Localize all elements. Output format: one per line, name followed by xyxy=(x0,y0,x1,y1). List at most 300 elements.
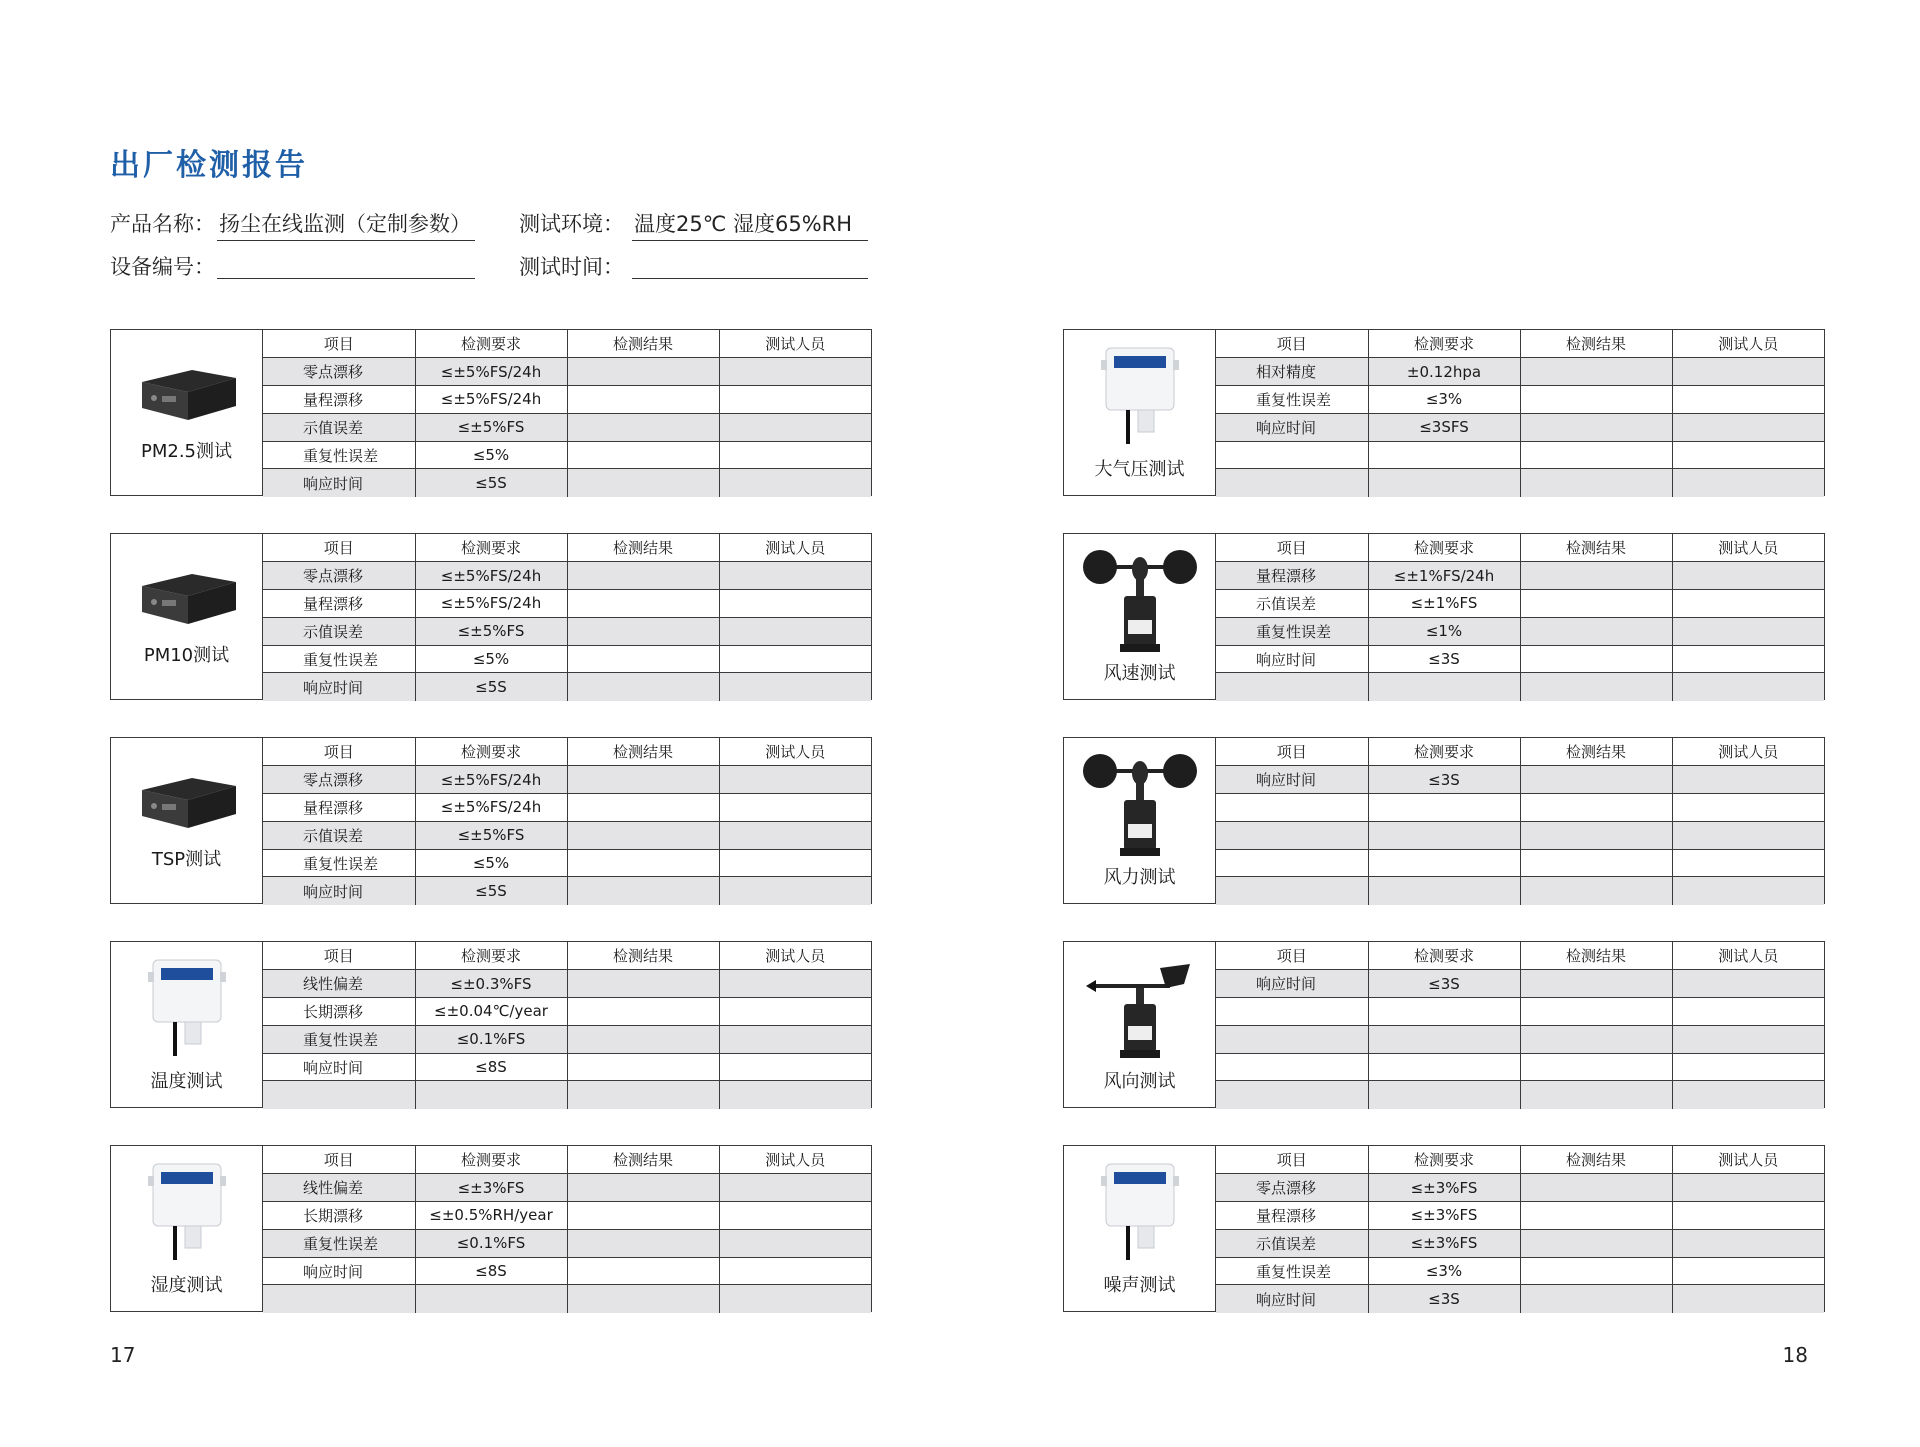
requirement-cell: ≤3S xyxy=(1368,970,1520,998)
header-cell: 检测要求 xyxy=(1368,330,1520,358)
table-row xyxy=(263,766,871,794)
result-cell[interactable] xyxy=(1520,1053,1672,1081)
requirement-cell: ≤1% xyxy=(1368,617,1520,645)
tester-cell[interactable] xyxy=(719,1025,871,1053)
result-cell[interactable] xyxy=(567,358,719,386)
tester-cell[interactable] xyxy=(1672,1053,1824,1081)
requirement-cell xyxy=(1368,1081,1520,1109)
tester-cell[interactable] xyxy=(1672,877,1824,905)
item-cell: 零点漂移 xyxy=(263,358,415,386)
item-cell: 量程漂移 xyxy=(1216,562,1368,590)
table-row xyxy=(263,469,871,497)
table-row xyxy=(263,849,871,877)
result-cell[interactable] xyxy=(567,1053,719,1081)
header-cell: 项目 xyxy=(1216,330,1368,358)
table-row xyxy=(263,1174,871,1202)
block-label: 风速测试 xyxy=(1103,663,1176,684)
block-label: TSP测试 xyxy=(151,849,222,870)
tester-cell[interactable] xyxy=(1672,469,1824,497)
header-cell: 检测要求 xyxy=(415,1146,567,1174)
tester-cell[interactable] xyxy=(719,673,871,701)
result-cell[interactable] xyxy=(1520,998,1672,1026)
block-label: 风向测试 xyxy=(1103,1071,1176,1092)
header-cell: 测试人员 xyxy=(1672,330,1824,358)
result-cell[interactable] xyxy=(567,590,719,618)
result-cell[interactable] xyxy=(1520,590,1672,618)
item-cell: 零点漂移 xyxy=(263,766,415,794)
table-row xyxy=(1216,469,1824,497)
item-cell: 量程漂移 xyxy=(263,590,415,618)
result-cell[interactable] xyxy=(567,1202,719,1230)
item-cell: 重复性误差 xyxy=(263,441,415,469)
header-cell: 项目 xyxy=(1216,534,1368,562)
requirement-cell: ≤5S xyxy=(415,877,567,905)
table-row xyxy=(1216,1257,1824,1285)
requirement-cell: ≤±5%FS/24h xyxy=(415,562,567,590)
requirement-cell xyxy=(1368,441,1520,469)
tester-cell[interactable] xyxy=(1672,1229,1824,1257)
item-cell: 重复性误差 xyxy=(263,1025,415,1053)
item-cell xyxy=(1216,998,1368,1026)
item-cell xyxy=(1216,441,1368,469)
item-cell xyxy=(1216,877,1368,905)
header-cell: 检测结果 xyxy=(1520,534,1672,562)
header-cell: 检测要求 xyxy=(415,534,567,562)
table-row xyxy=(263,1229,871,1257)
requirement-cell: ≤±1%FS xyxy=(1368,590,1520,618)
table-row xyxy=(263,877,871,905)
header-cell: 项目 xyxy=(263,942,415,970)
tester-cell[interactable] xyxy=(719,386,871,414)
result-cell[interactable] xyxy=(1520,413,1672,441)
result-cell[interactable] xyxy=(567,877,719,905)
result-cell[interactable] xyxy=(567,766,719,794)
header-cell: 项目 xyxy=(1216,1146,1368,1174)
test-block-wind-speed xyxy=(1063,533,1825,700)
requirement-cell: ≤±5%FS/24h xyxy=(415,794,567,822)
table-row xyxy=(1216,1285,1824,1313)
requirement-cell: ≤3SFS xyxy=(1368,413,1520,441)
result-cell[interactable] xyxy=(1520,441,1672,469)
requirement-cell: ≤3S xyxy=(1368,645,1520,673)
item-cell xyxy=(263,1285,415,1313)
header-cell: 项目 xyxy=(263,738,415,766)
header-cell: 检测要求 xyxy=(1368,942,1520,970)
result-cell[interactable] xyxy=(567,413,719,441)
tester-cell[interactable] xyxy=(719,562,871,590)
table-row xyxy=(263,821,871,849)
table-row xyxy=(1216,1081,1824,1109)
result-cell[interactable] xyxy=(1520,562,1672,590)
device-number-label: 设备编号： xyxy=(110,255,215,279)
table-row xyxy=(263,645,871,673)
page-title: 出厂检测报告 xyxy=(110,148,308,183)
tester-cell[interactable] xyxy=(1672,1025,1824,1053)
table-row xyxy=(263,794,871,822)
table-row xyxy=(1216,617,1824,645)
tester-cell[interactable] xyxy=(719,998,871,1026)
header-cell: 检测结果 xyxy=(1520,738,1672,766)
requirement-cell: ≤±3%FS xyxy=(1368,1174,1520,1202)
item-cell xyxy=(1216,821,1368,849)
item-cell: 响应时间 xyxy=(1216,766,1368,794)
table-row xyxy=(1216,1053,1824,1081)
item-cell xyxy=(1216,849,1368,877)
table-row xyxy=(1216,1174,1824,1202)
tester-cell[interactable] xyxy=(719,821,871,849)
item-cell: 响应时间 xyxy=(263,673,415,701)
tester-cell[interactable] xyxy=(1672,1285,1824,1313)
header-cell: 测试人员 xyxy=(719,942,871,970)
test-block-air-pressure xyxy=(1063,329,1825,496)
result-cell[interactable] xyxy=(567,645,719,673)
header-cell: 测试人员 xyxy=(719,330,871,358)
tester-cell[interactable] xyxy=(719,970,871,998)
result-cell[interactable] xyxy=(1520,766,1672,794)
product-name-label: 产品名称： xyxy=(110,212,215,236)
result-cell[interactable] xyxy=(567,1025,719,1053)
result-cell[interactable] xyxy=(1520,617,1672,645)
transmitter-box-icon xyxy=(1100,342,1180,446)
table-row xyxy=(1216,766,1824,794)
page-number-right: 18 xyxy=(1782,1343,1808,1367)
requirement-cell xyxy=(1368,998,1520,1026)
table-row xyxy=(263,441,871,469)
requirement-cell: ≤±3%FS xyxy=(1368,1229,1520,1257)
test-environment-value: 温度25℃ 湿度65%RH xyxy=(632,208,868,241)
block-label: 风力测试 xyxy=(1103,867,1176,888)
test-table xyxy=(1216,534,1824,701)
result-cell[interactable] xyxy=(567,469,719,497)
table-row xyxy=(1216,673,1824,701)
result-cell[interactable] xyxy=(567,562,719,590)
tester-cell[interactable] xyxy=(1672,849,1824,877)
table-row xyxy=(1216,562,1824,590)
requirement-cell xyxy=(1368,469,1520,497)
header-cell: 测试人员 xyxy=(1672,534,1824,562)
item-cell: 响应时间 xyxy=(263,469,415,497)
requirement-cell: ≤0.1%FS xyxy=(415,1025,567,1053)
table-row xyxy=(1216,998,1824,1026)
result-cell[interactable] xyxy=(567,1081,719,1109)
table-row xyxy=(263,562,871,590)
requirement-cell xyxy=(415,1285,567,1313)
item-cell: 重复性误差 xyxy=(1216,386,1368,414)
item-cell xyxy=(1216,469,1368,497)
result-cell[interactable] xyxy=(567,849,719,877)
block-label: 温度测试 xyxy=(150,1071,223,1092)
result-cell[interactable] xyxy=(567,441,719,469)
header-cell: 测试人员 xyxy=(1672,942,1824,970)
result-cell[interactable] xyxy=(1520,673,1672,701)
requirement-cell: ≤5S xyxy=(415,673,567,701)
tester-cell[interactable] xyxy=(719,441,871,469)
table-row xyxy=(1216,1025,1824,1053)
requirement-cell xyxy=(1368,821,1520,849)
item-cell: 响应时间 xyxy=(1216,413,1368,441)
requirement-cell: ≤5% xyxy=(415,849,567,877)
table-row xyxy=(263,413,871,441)
tester-cell[interactable] xyxy=(1672,1174,1824,1202)
result-cell[interactable] xyxy=(1520,821,1672,849)
tester-cell[interactable] xyxy=(1672,1202,1824,1230)
test-table xyxy=(263,738,871,905)
requirement-cell: ≤±5%FS xyxy=(415,617,567,645)
requirement-cell: ≤±0.3%FS xyxy=(415,970,567,998)
controller-box-icon xyxy=(132,364,242,424)
item-cell: 长期漂移 xyxy=(263,998,415,1026)
transmitter-box-icon xyxy=(1100,1158,1180,1262)
result-cell[interactable] xyxy=(567,794,719,822)
item-cell: 示值误差 xyxy=(1216,590,1368,618)
header-cell: 检测要求 xyxy=(415,330,567,358)
test-table xyxy=(1216,738,1824,905)
item-cell: 零点漂移 xyxy=(263,562,415,590)
test-table xyxy=(263,1146,871,1313)
header-cell: 检测结果 xyxy=(1520,942,1672,970)
tester-cell[interactable] xyxy=(719,794,871,822)
requirement-cell: ≤5S xyxy=(415,469,567,497)
test-table xyxy=(263,534,871,701)
result-cell[interactable] xyxy=(567,1257,719,1285)
table-row xyxy=(263,617,871,645)
table-row xyxy=(263,1257,871,1285)
table-row xyxy=(263,1202,871,1230)
requirement-cell: ≤±0.5%RH/year xyxy=(415,1202,567,1230)
result-cell[interactable] xyxy=(1520,1229,1672,1257)
result-cell[interactable] xyxy=(1520,1174,1672,1202)
item-cell xyxy=(1216,1025,1368,1053)
test-block-wind-direction xyxy=(1063,941,1825,1108)
tester-cell[interactable] xyxy=(719,413,871,441)
result-cell[interactable] xyxy=(567,1229,719,1257)
item-cell: 量程漂移 xyxy=(263,794,415,822)
test-block-noise xyxy=(1063,1145,1825,1312)
tester-cell[interactable] xyxy=(719,766,871,794)
result-cell[interactable] xyxy=(1520,1202,1672,1230)
header-cell: 检测结果 xyxy=(567,330,719,358)
page-number-left: 17 xyxy=(110,1343,136,1367)
header-cell: 测试人员 xyxy=(1672,1146,1824,1174)
tester-cell[interactable] xyxy=(1672,1257,1824,1285)
requirement-cell: ≤±3%FS xyxy=(1368,1202,1520,1230)
header-cell: 检测要求 xyxy=(1368,534,1520,562)
test-table xyxy=(1216,942,1824,1109)
result-cell[interactable] xyxy=(1520,1285,1672,1313)
result-cell[interactable] xyxy=(567,1285,719,1313)
result-cell[interactable] xyxy=(567,1174,719,1202)
result-cell[interactable] xyxy=(567,970,719,998)
test-block-tsp xyxy=(110,737,872,904)
test-table xyxy=(263,942,871,1109)
anemometer-icon xyxy=(1080,752,1200,864)
header-cell: 检测结果 xyxy=(1520,330,1672,358)
result-cell[interactable] xyxy=(1520,970,1672,998)
result-cell[interactable] xyxy=(1520,386,1672,414)
header-cell: 检测结果 xyxy=(567,942,719,970)
tester-cell[interactable] xyxy=(719,1202,871,1230)
requirement-cell xyxy=(1368,794,1520,822)
tester-cell[interactable] xyxy=(719,1229,871,1257)
requirement-cell: ≤5% xyxy=(415,645,567,673)
result-cell[interactable] xyxy=(1520,794,1672,822)
header-cell: 检测要求 xyxy=(1368,738,1520,766)
result-cell[interactable] xyxy=(1520,877,1672,905)
controller-box-icon xyxy=(132,772,242,832)
table-row xyxy=(263,1025,871,1053)
result-cell[interactable] xyxy=(567,821,719,849)
block-label: 噪声测试 xyxy=(1103,1275,1176,1296)
item-cell: 量程漂移 xyxy=(263,386,415,414)
result-cell[interactable] xyxy=(1520,645,1672,673)
test-block-pm10 xyxy=(110,533,872,700)
transmitter-box-icon xyxy=(147,954,227,1058)
tester-cell[interactable] xyxy=(719,877,871,905)
product-name-value: 扬尘在线监测（定制参数） xyxy=(217,208,475,241)
tester-cell[interactable] xyxy=(719,617,871,645)
tester-cell[interactable] xyxy=(1672,441,1824,469)
anemometer-icon xyxy=(1080,548,1200,660)
item-cell xyxy=(1216,1053,1368,1081)
block-label: 湿度测试 xyxy=(150,1275,223,1296)
tester-cell[interactable] xyxy=(1672,617,1824,645)
item-cell: 响应时间 xyxy=(263,1257,415,1285)
table-row xyxy=(1216,1229,1824,1257)
requirement-cell: ≤±5%FS xyxy=(415,821,567,849)
requirement-cell: ≤±0.04℃/year xyxy=(415,998,567,1026)
test-table xyxy=(1216,1146,1824,1313)
tester-cell[interactable] xyxy=(719,1081,871,1109)
tester-cell[interactable] xyxy=(719,1285,871,1313)
tester-cell[interactable] xyxy=(1672,794,1824,822)
tester-cell[interactable] xyxy=(1672,413,1824,441)
requirement-cell: ≤±5%FS/24h xyxy=(415,590,567,618)
tester-cell[interactable] xyxy=(1672,766,1824,794)
table-row xyxy=(1216,590,1824,618)
result-cell[interactable] xyxy=(567,673,719,701)
table-row xyxy=(1216,794,1824,822)
tester-cell[interactable] xyxy=(1672,673,1824,701)
header-cell: 项目 xyxy=(1216,942,1368,970)
header-cell: 检测结果 xyxy=(567,1146,719,1174)
tester-cell[interactable] xyxy=(719,645,871,673)
item-cell: 响应时间 xyxy=(1216,645,1368,673)
requirement-cell xyxy=(1368,673,1520,701)
result-cell[interactable] xyxy=(567,998,719,1026)
tester-cell[interactable] xyxy=(1672,386,1824,414)
table-row xyxy=(263,1053,871,1081)
item-cell: 响应时间 xyxy=(263,877,415,905)
tester-cell[interactable] xyxy=(1672,970,1824,998)
tester-cell[interactable] xyxy=(719,358,871,386)
result-cell[interactable] xyxy=(567,617,719,645)
tester-cell[interactable] xyxy=(719,1257,871,1285)
tester-cell[interactable] xyxy=(1672,821,1824,849)
requirement-cell xyxy=(1368,1025,1520,1053)
tester-cell[interactable] xyxy=(1672,590,1824,618)
requirement-cell: ≤±5%FS xyxy=(415,413,567,441)
result-cell[interactable] xyxy=(567,386,719,414)
test-environment-label: 测试环境： xyxy=(519,212,624,236)
table-row xyxy=(263,1081,871,1109)
tester-cell[interactable] xyxy=(719,469,871,497)
header-cell: 检测结果 xyxy=(567,738,719,766)
item-cell: 线性偏差 xyxy=(263,1174,415,1202)
requirement-cell: ≤3S xyxy=(1368,766,1520,794)
block-label: 大气压测试 xyxy=(1094,459,1185,480)
requirement-cell xyxy=(1368,1053,1520,1081)
test-block-temperature xyxy=(110,941,872,1108)
tester-cell[interactable] xyxy=(1672,645,1824,673)
requirement-cell: ≤8S xyxy=(415,1053,567,1081)
header-cell: 测试人员 xyxy=(719,1146,871,1174)
table-row xyxy=(263,386,871,414)
table-row xyxy=(263,358,871,386)
requirement-cell: ≤±5%FS/24h xyxy=(415,766,567,794)
result-cell[interactable] xyxy=(1520,1081,1672,1109)
test-time-label: 测试时间： xyxy=(519,255,624,279)
tester-cell[interactable] xyxy=(719,590,871,618)
requirement-cell: ≤8S xyxy=(415,1257,567,1285)
tester-cell[interactable] xyxy=(1672,998,1824,1026)
header-cell: 测试人员 xyxy=(1672,738,1824,766)
result-cell[interactable] xyxy=(1520,1257,1672,1285)
item-cell: 响应时间 xyxy=(1216,1285,1368,1313)
header-cell: 检测要求 xyxy=(1368,1146,1520,1174)
item-cell xyxy=(263,1081,415,1109)
result-cell[interactable] xyxy=(1520,469,1672,497)
result-cell[interactable] xyxy=(1520,849,1672,877)
tester-cell[interactable] xyxy=(719,849,871,877)
test-block-humidity xyxy=(110,1145,872,1312)
tester-cell[interactable] xyxy=(1672,358,1824,386)
table-row xyxy=(1216,386,1824,414)
requirement-cell xyxy=(1368,877,1520,905)
result-cell[interactable] xyxy=(1520,1025,1672,1053)
item-cell: 示值误差 xyxy=(263,821,415,849)
table-row xyxy=(263,998,871,1026)
item-cell: 线性偏差 xyxy=(263,970,415,998)
requirement-cell: ≤±1%FS/24h xyxy=(1368,562,1520,590)
table-row xyxy=(263,590,871,618)
requirement-cell: ≤±5%FS/24h xyxy=(415,386,567,414)
test-table xyxy=(263,330,871,497)
header-cell: 检测结果 xyxy=(567,534,719,562)
item-cell: 响应时间 xyxy=(1216,970,1368,998)
table-row xyxy=(263,1285,871,1313)
item-cell: 重复性误差 xyxy=(1216,1257,1368,1285)
header-cell: 项目 xyxy=(1216,738,1368,766)
table-row xyxy=(1216,849,1824,877)
header-cell: 项目 xyxy=(263,534,415,562)
wind-vane-icon xyxy=(1080,954,1200,1066)
device-number-field xyxy=(217,278,475,279)
result-cell[interactable] xyxy=(1520,358,1672,386)
tester-cell[interactable] xyxy=(1672,1081,1824,1109)
item-cell: 相对精度 xyxy=(1216,358,1368,386)
tester-cell[interactable] xyxy=(1672,562,1824,590)
tester-cell[interactable] xyxy=(719,1174,871,1202)
requirement-cell xyxy=(415,1081,567,1109)
table-row xyxy=(1216,877,1824,905)
test-time-field xyxy=(632,278,868,279)
test-table xyxy=(1216,330,1824,497)
table-row xyxy=(1216,413,1824,441)
requirement-cell: ±0.12hpa xyxy=(1368,358,1520,386)
requirement-cell xyxy=(1368,849,1520,877)
header-cell: 测试人员 xyxy=(719,738,871,766)
tester-cell[interactable] xyxy=(719,1053,871,1081)
